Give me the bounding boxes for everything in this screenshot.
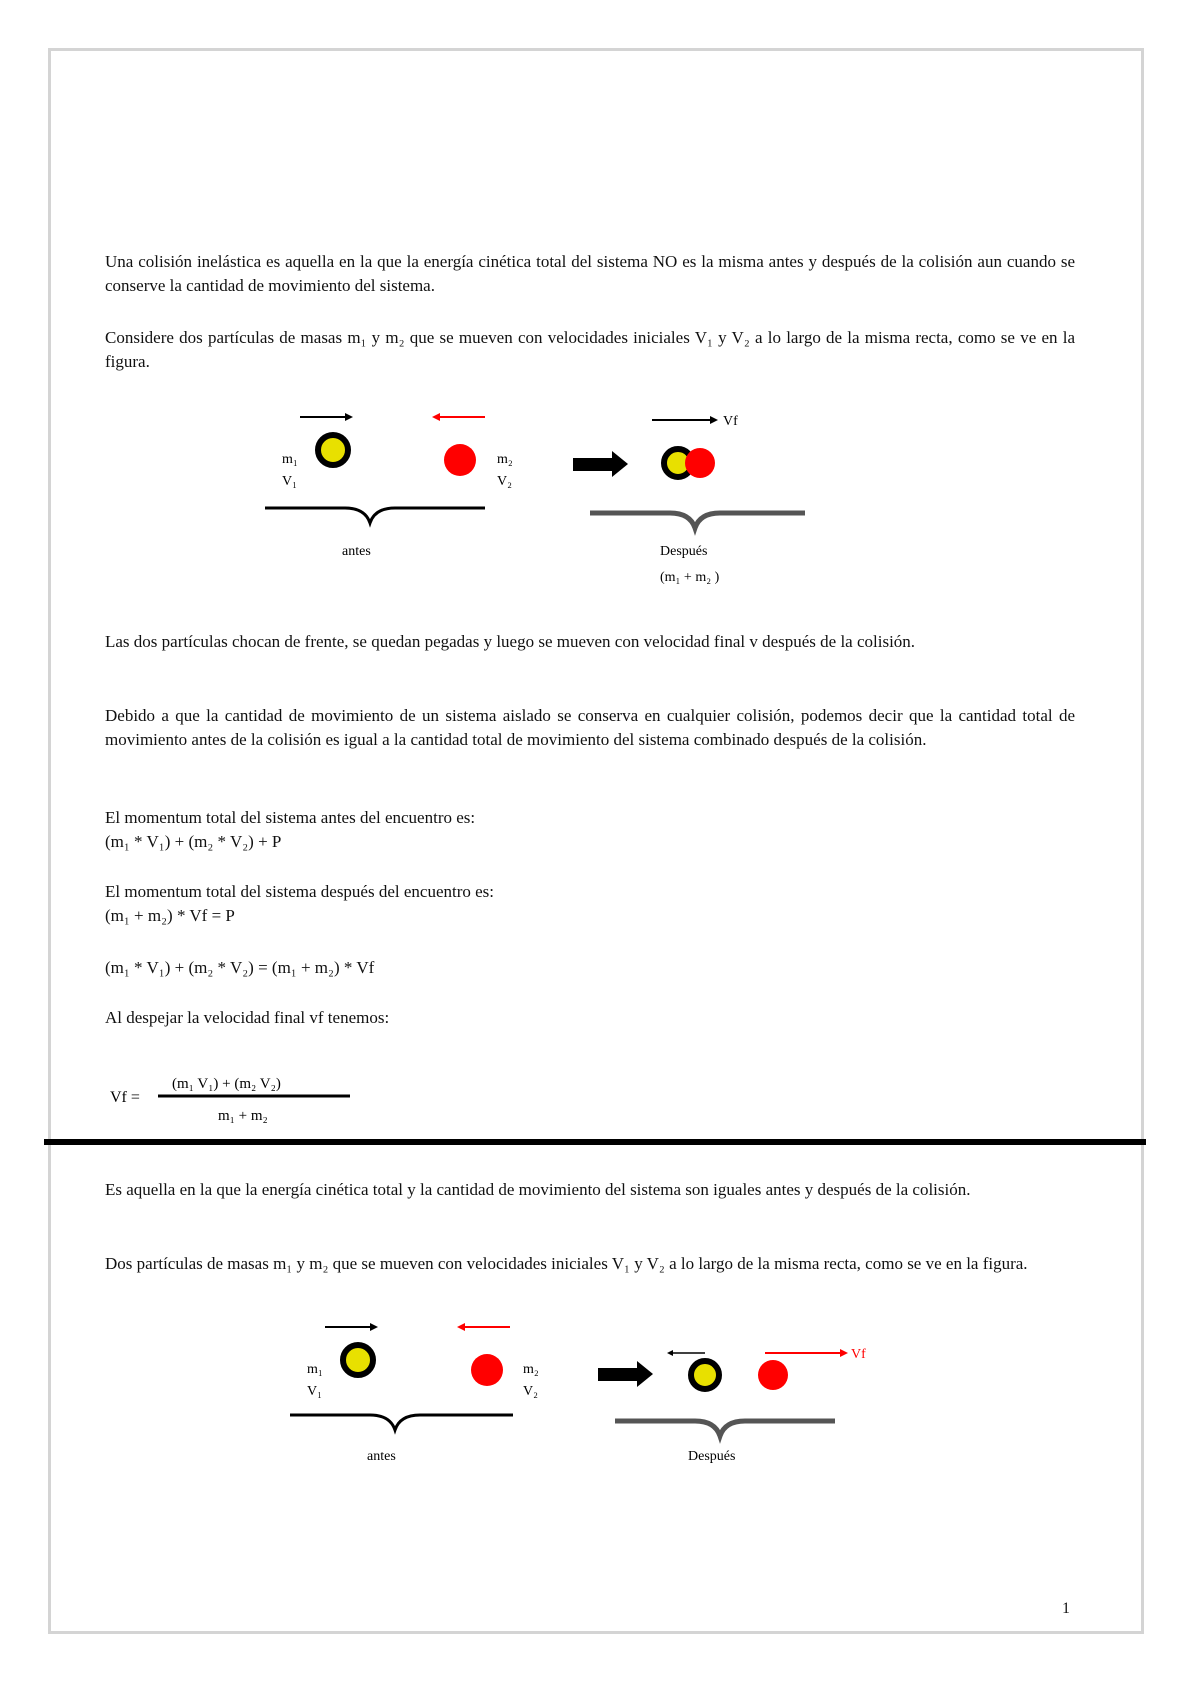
brace-before (265, 508, 485, 523)
solve-final-velocity-label: Al despejar la velocidad final vf tenemos: (105, 1008, 390, 1027)
label-v2: V₂ (523, 1384, 538, 1399)
transition-arrow-head (612, 451, 628, 477)
paragraph-inelastic-definition: Una colisión inelástica es aquella en la que la energía cinética total del sistema NO es la misma antes y después de la colisión aun cuando se conserve la cantidad de movimiento del sistema. (105, 252, 1075, 295)
particle-1-yellow (343, 1345, 373, 1375)
figure-inelastic-collision (260, 405, 820, 595)
transition-arrow-head (637, 1361, 653, 1387)
arrowhead-final (710, 416, 718, 424)
paragraph-particles-stick: Las dos partículas chocan de frente, se quedan pegadas y luego se mueven con velocidad final v después de la colisión. (105, 632, 916, 651)
formula-denominator: m₁ + m₂ (218, 1108, 268, 1124)
arrowhead-1 (345, 413, 353, 421)
label-m2: m₂ (523, 1362, 539, 1377)
momentum-after-label: El momentum total del sistema después del encuentro es: (105, 882, 495, 901)
label-v1: V₁ (307, 1384, 322, 1399)
particle-2-red (444, 444, 476, 476)
label-before: antes (367, 1449, 396, 1464)
label-after: Después (660, 544, 708, 559)
paragraph-elastic-definition: Es aquella en la que la energía cinética total y la cantidad de movimiento del sistema son iguales antes y después de la colisión. (105, 1180, 971, 1199)
transition-arrow-body (573, 458, 615, 471)
arrowhead-after-1 (667, 1350, 673, 1356)
arrowhead-1 (370, 1323, 378, 1331)
arrowhead-2 (457, 1323, 465, 1331)
particle-1-after (691, 1361, 719, 1389)
paragraph-two-particles-elastic: Dos partículas de masas m₁ y m₂ que se mueven con velocidades iniciales V₁ y V₂ a lo largo de la misma recta, como se ve en la figura. (105, 1254, 1028, 1273)
label-after-mass: (m₁ + m₂ ) (660, 570, 720, 585)
particle-2-red (471, 1354, 503, 1386)
formula-numerator: (m₁ V₁) + (m₂ V₂) (172, 1076, 281, 1092)
label-before: antes (342, 544, 371, 559)
paragraph-momentum-conservation: Debido a que la cantidad de movimiento de un sistema aislado se conserva en cualquier colisión, podemos decir que la cantidad total de movimiento antes de la colisión es igual a la cantidad total de movimiento del sistema combinado después de la colisión. (105, 706, 1075, 749)
arrowhead-2 (432, 413, 440, 421)
paragraph-two-particles: Considere dos partículas de masas m₁ y m₂ que se mueven con velocidades iniciales V₁ y V₂ a lo largo de la misma recta, como se ve en la figura. (105, 328, 1075, 371)
label-m1: m₁ (307, 1362, 323, 1377)
brace-after (615, 1421, 835, 1436)
label-m2: m₂ (497, 452, 513, 467)
label-after: Después (688, 1449, 736, 1464)
label-v1: V₁ (282, 474, 297, 489)
brace-after (590, 513, 805, 528)
formula-lhs: Vf = (110, 1089, 140, 1106)
label-m1: m₁ (282, 452, 298, 467)
combined-particle-red (685, 448, 715, 478)
figure-elastic-collision (285, 1315, 905, 1475)
label-vf: Vf (851, 1347, 866, 1362)
particle-1-yellow (318, 435, 348, 465)
particle-2-after (758, 1360, 788, 1390)
transition-arrow-body (598, 1368, 640, 1381)
arrowhead-after-2 (840, 1349, 848, 1357)
momentum-before-label: El momentum total del sistema antes del encuentro es: (105, 808, 476, 827)
brace-before (290, 1415, 513, 1430)
final-velocity-formula (110, 1068, 370, 1128)
momentum-equation: (m₁ * V₁) + (m₂ * V₂) = (m₁ + m₂) * Vf (105, 958, 375, 977)
momentum-before-expression: (m₁ * V₁) + (m₂ * V₂) + P (105, 832, 282, 851)
momentum-after-expression: (m₁ + m₂) * Vf = P (105, 906, 235, 925)
page-number: 1 (1062, 1600, 1070, 1617)
label-v2: V₂ (497, 474, 512, 489)
section-divider (44, 1139, 1146, 1145)
label-vf: Vf (723, 414, 738, 429)
